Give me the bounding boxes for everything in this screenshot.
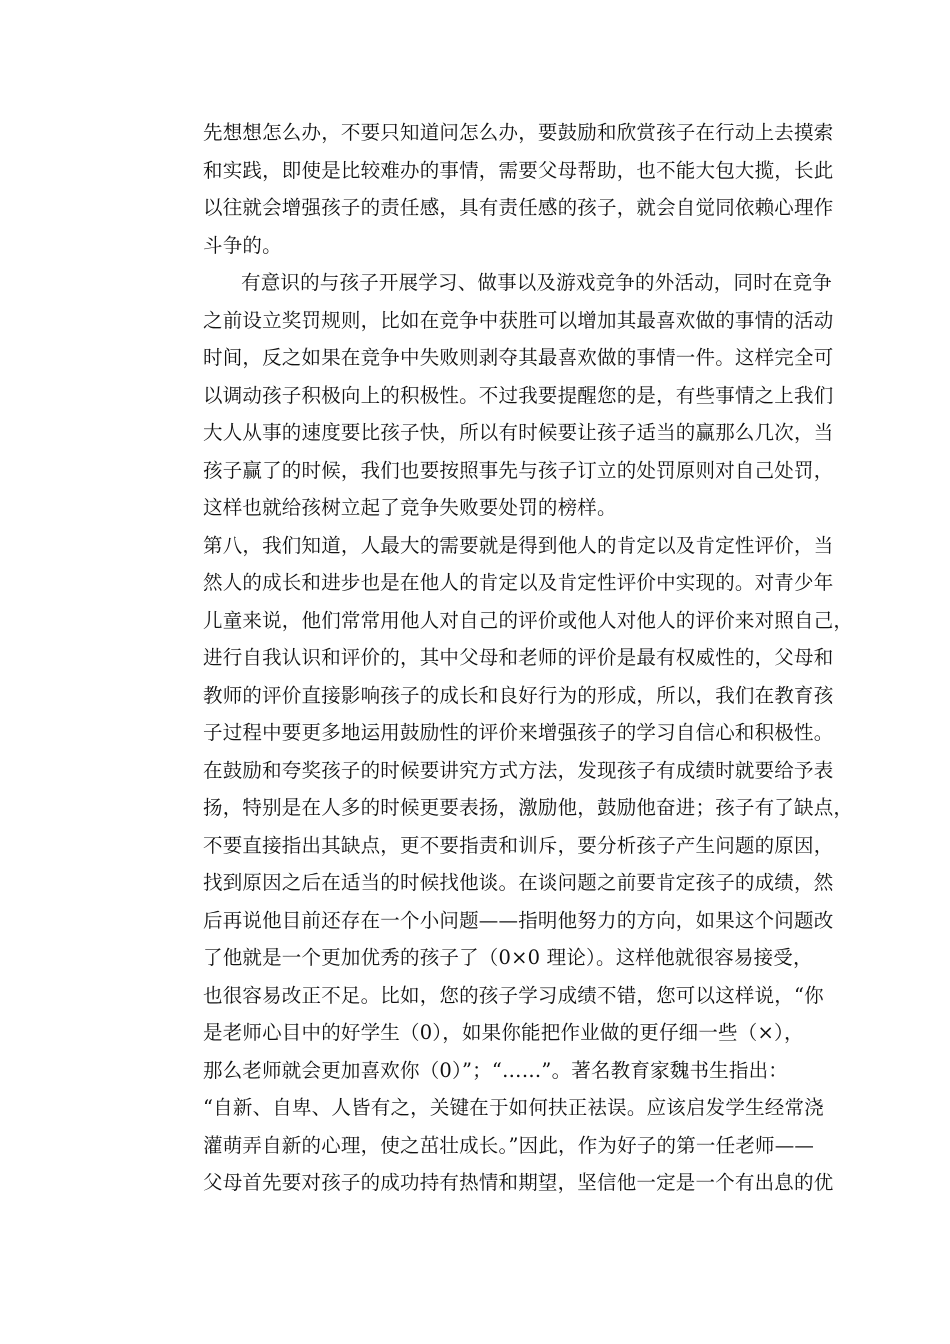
text-line: 子过程中要更多地运用鼓励性的评价来增强孩子的学习自信心和积极性。	[203, 721, 834, 744]
text-line: 找到原因之后在适当的时候找他谈。在谈问题之前要肯定孩子的成绩，然	[203, 871, 834, 894]
text-line: 那么老师就会更加喜欢你（0）”；“……”。著名教育家魏书生指出：	[203, 1058, 788, 1082]
text-line: “自新、自卑、人皆有之，关键在于如何扶正祛误。应该启发学生经常浇	[203, 1096, 824, 1119]
text-line: 在鼓励和夸奖孩子的时候要讲究方式方法，发现孩子有成绩时就要给予表	[203, 758, 834, 782]
text-line: 也很容易改正不足。比如，您的孩子学习成绩不错，您可以这样说，“你	[203, 983, 824, 1007]
text-line: 扬，特别是在人多的时候更要表扬，激励他，鼓励他奋进；孩子有了缺点，	[203, 796, 854, 819]
text-line: 时间，反之如果在竞争中失败则剥夺其最喜欢做的事情一件。这样完全可	[203, 346, 834, 369]
text-line: 后再说他目前还存在一个小问题——指明他努力的方向，如果这个问题改	[203, 908, 834, 932]
text-line: 大人从事的速度要比孩子快，所以有时候要让孩子适当的赢那么几次，当	[203, 421, 834, 444]
text-line: 儿童来说，他们常常用他人对自己的评价或他人对他人的评价来对照自己，	[203, 608, 854, 632]
text-line: 斗争的。	[203, 233, 282, 257]
text-line: 进行自我认识和评价的，其中父母和老师的评价是最有权威性的，父母和	[203, 646, 834, 669]
text-line: 然人的成长和进步也是在他人的肯定以及肯定性评价中实现的。对青少年	[203, 571, 834, 594]
text-line: 教师的评价直接影响孩子的成长和良好行为的形成，所以，我们在教育孩	[203, 683, 834, 707]
body-text	[203, 114, 854, 1202]
paragraph-first-line: 第八，我们知道，人最大的需要就是得到他人的肯定以及肯定性评价，当	[203, 533, 834, 557]
text-line: 是老师心目中的好学生（0），如果你能把作业做的更仔细一些（×），	[203, 1021, 804, 1044]
text-line: 和实践，即使是比较难办的事情，需要父母帮助，也不能大包大揽，长此	[203, 158, 834, 182]
text-line: 父母首先要对孩子的成功持有热情和期望，坚信他一定是一个有出息的优	[203, 1171, 834, 1194]
text-line: 孩子赢了的时候，我们也要按照事先与孩子订立的处罚原则对自己处罚，	[203, 458, 834, 482]
text-line: 这样也就给孩树立起了竞争失败要处罚的榜样。	[203, 496, 617, 519]
text-line: 灌萌弄自新的心理，使之茁壮成长。”因此，作为好子的第一任老师——	[203, 1133, 815, 1157]
text-line: 之前设立奖罚规则，比如在竞争中获胜可以增加其最喜欢做的事情的活动	[203, 308, 834, 332]
text-line: 以调动孩子积极向上的积极性。不过我要提醒您的是，有些事情之上我们	[203, 383, 834, 407]
paragraph-first-line: 有意识的与孩子开展学习、做事以及游戏竞争的外活动，同时在竞争	[241, 271, 833, 294]
text-line: 了他就是一个更加优秀的孩子了（0×0 理论）。这样他就很容易接受，	[203, 946, 813, 969]
text-line: 以往就会增强孩子的责任感，具有责任感的孩子，就会自觉同依赖心理作	[203, 196, 834, 219]
text-line: 不要直接指出其缺点，更不要指责和训斥，要分析孩子产生问题的原因，	[203, 833, 834, 857]
text-line: 先想想怎么办，不要只知道问怎么办，要鼓励和欣赏孩子在行动上去摸索	[203, 121, 834, 144]
